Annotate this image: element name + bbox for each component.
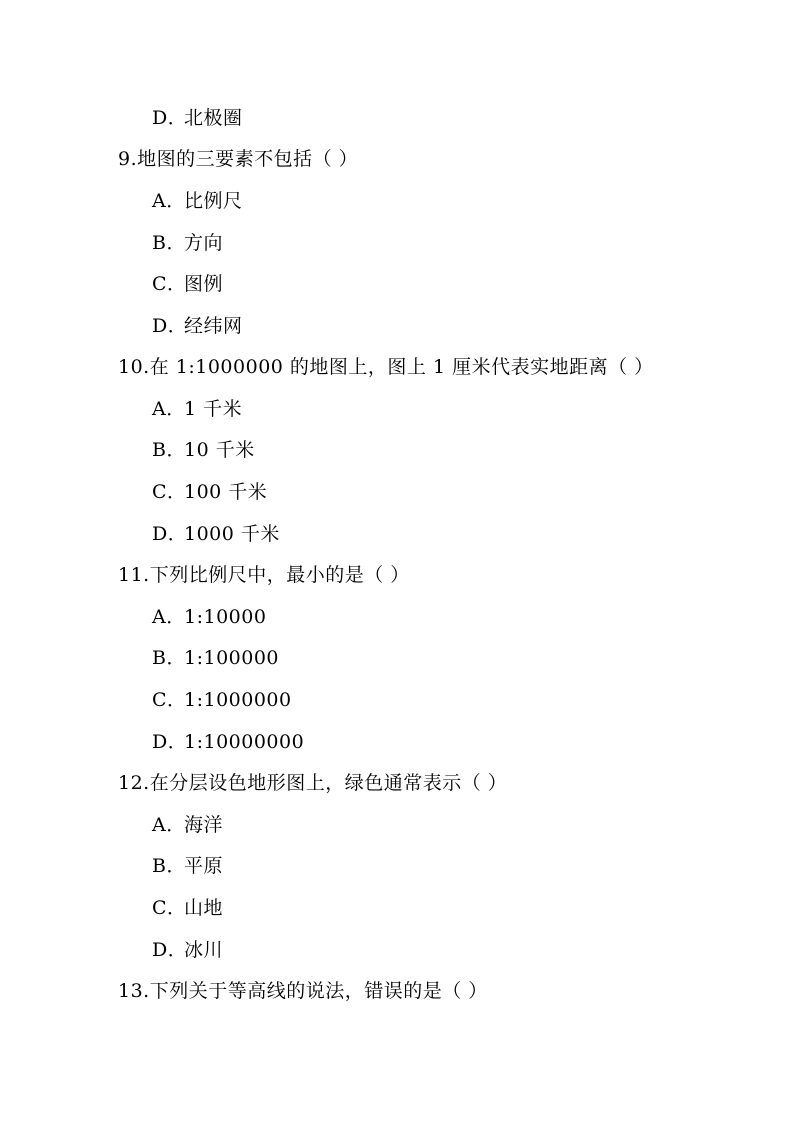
question-13: 13.下列关于等高线的说法，错误的是（ ）: [118, 980, 488, 1002]
option-letter: C．: [152, 689, 187, 711]
option-q10-c: [152, 480, 267, 504]
option-letter: B．: [152, 232, 186, 254]
option-text: 100 千米: [184, 481, 268, 503]
option-q11-c: [152, 688, 292, 712]
option-letter: C．: [152, 481, 187, 503]
option-q10-a: [152, 397, 242, 421]
option-text: 比例尺: [184, 190, 243, 212]
option-text: 方向: [184, 232, 224, 254]
option-text: 冰川: [184, 939, 224, 961]
option-text: 1000 千米: [184, 523, 280, 545]
question-11: 11.下列比例尺中，最小的是（ ）: [118, 564, 410, 586]
option-letter: A．: [152, 398, 186, 420]
option-q11-d: [152, 730, 304, 754]
option-q12-b: [152, 854, 223, 878]
option-q8-d: [152, 106, 243, 130]
option-text: 10 千米: [184, 439, 255, 461]
option-letter: C．: [152, 897, 187, 919]
option-letter: A．: [152, 606, 186, 628]
option-letter: D．: [152, 939, 188, 961]
option-letter: A．: [152, 814, 186, 836]
option-q11-b: [152, 646, 279, 670]
option-q12-c: [152, 896, 223, 920]
option-text: 海洋: [184, 814, 224, 836]
option-q12-d: [152, 938, 223, 962]
option-q9-d: [152, 314, 243, 338]
option-text: 1:1000000: [184, 689, 292, 711]
option-q9-b: [152, 231, 223, 255]
option-letter: B．: [152, 647, 186, 669]
question-10: 10.在 1:1000000 的地图上，图上 1 厘米代表实地距离（ ）: [118, 356, 654, 378]
option-letter: B．: [152, 439, 186, 461]
option-letter: C．: [152, 273, 187, 295]
option-text: 图例: [184, 273, 224, 295]
option-letter: B．: [152, 855, 186, 877]
option-text: 山地: [184, 897, 224, 919]
option-text: 1:10000: [184, 606, 267, 628]
option-q10-b: [152, 438, 255, 462]
option-letter: D．: [152, 107, 188, 129]
option-text: 1 千米: [184, 398, 243, 420]
option-letter: D．: [152, 315, 188, 337]
option-text: 1:100000: [184, 647, 280, 669]
option-q10-d: [152, 522, 280, 546]
option-text: 经纬网: [184, 315, 243, 337]
option-text: 平原: [184, 855, 224, 877]
option-q9-a: [152, 189, 243, 213]
option-q9-c: [152, 272, 223, 296]
option-text: 北极圈: [184, 107, 243, 129]
question-9: 9.地图的三要素不包括（ ）: [118, 148, 359, 170]
option-letter: D．: [152, 523, 188, 545]
option-q12-a: [152, 813, 223, 837]
question-12: 12.在分层设色地形图上，绿色通常表示（ ）: [118, 772, 508, 794]
option-letter: D．: [152, 731, 188, 753]
option-q11-a: [152, 605, 266, 629]
option-text: 1:10000000: [184, 731, 305, 753]
option-letter: A．: [152, 190, 186, 212]
